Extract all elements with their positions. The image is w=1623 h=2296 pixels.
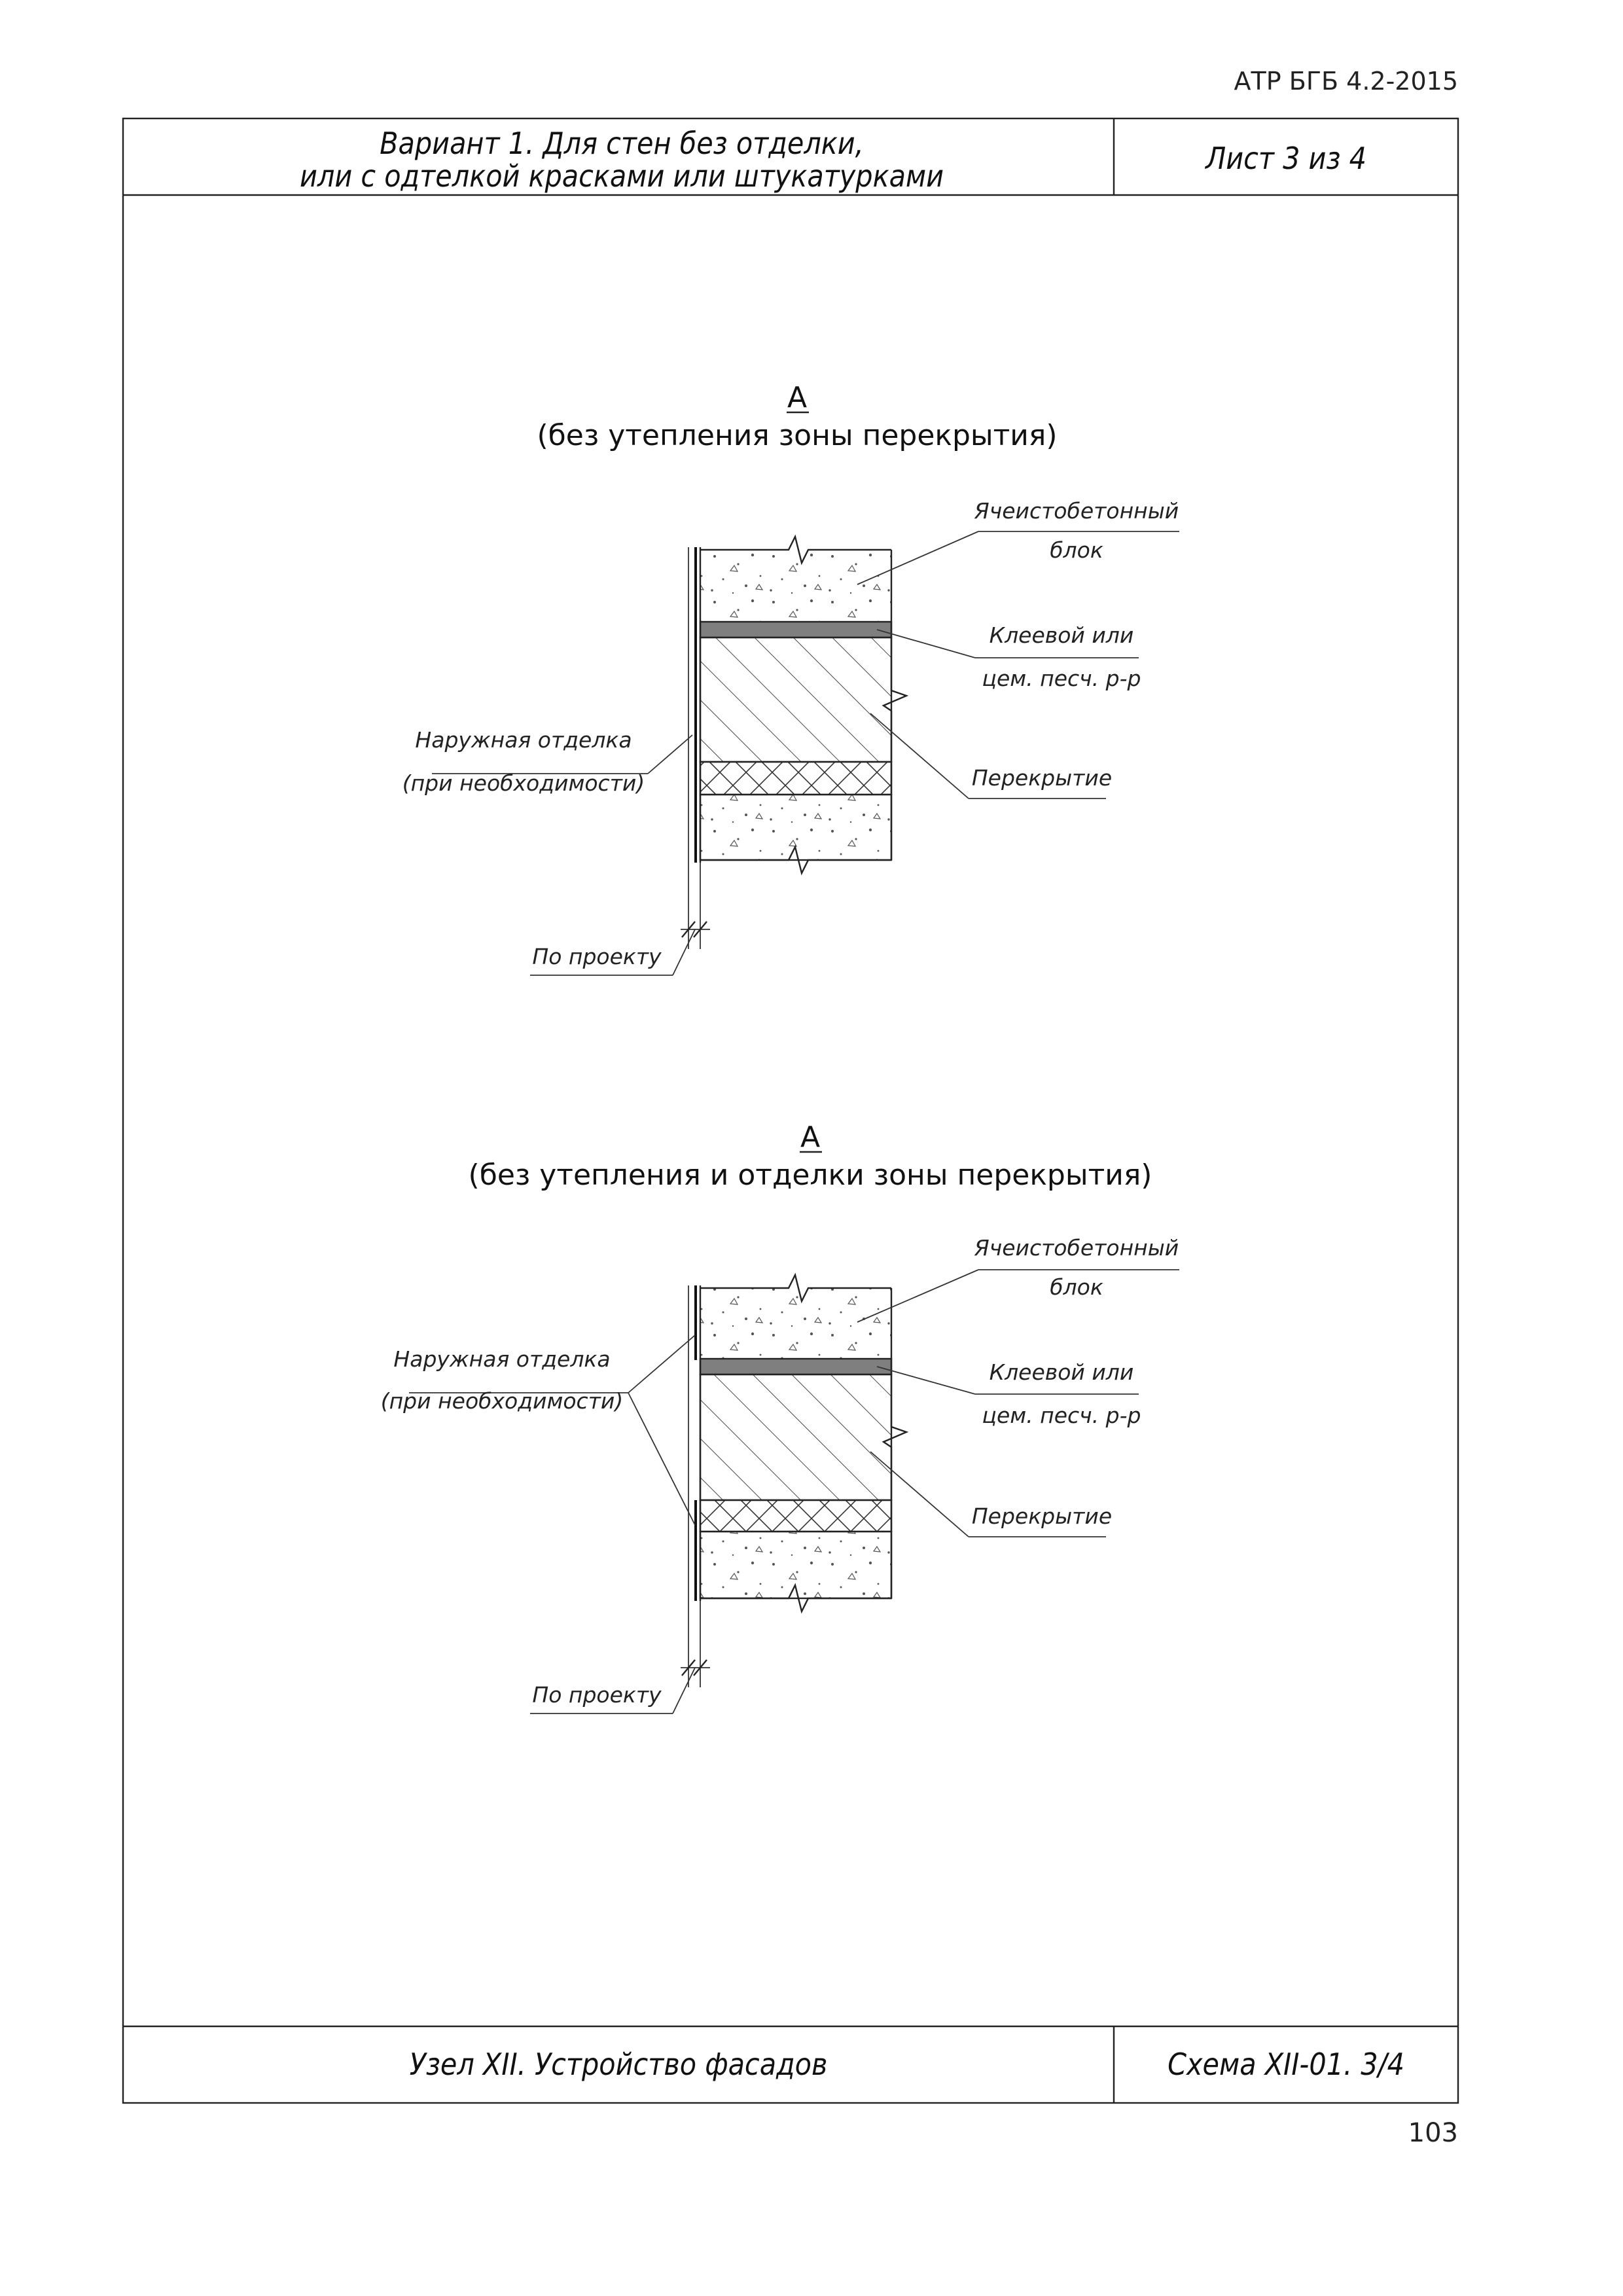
- label-finish-2: (при необходимости): [380, 1388, 624, 1414]
- detail-1-subtitle: (без утепления зоны перекрытия): [537, 419, 1058, 452]
- detail-1-wall-section: [681, 537, 906, 949]
- label-glue-1: Клеевой или: [989, 622, 1134, 648]
- sheet-number: Лист 3 из 4: [1205, 141, 1366, 176]
- label-finish-1: Наружная отделка: [393, 1346, 611, 1372]
- label-glue-2: цем. песч. р-р: [982, 1403, 1141, 1428]
- node-title: Узел XII. Устройство фасадов: [409, 2047, 828, 2082]
- label-finish-2: (при необходимости): [402, 770, 645, 796]
- label-glue-2: цем. песч. р-р: [982, 666, 1141, 691]
- document-code: АТР БГБ 4.2-2015: [1234, 67, 1458, 96]
- label-block-1: Ячеистобетонный: [974, 498, 1179, 524]
- label-slab: Перекрытие: [971, 1503, 1113, 1529]
- label-block-2: блок: [1050, 1274, 1103, 1300]
- label-project: По проекту: [532, 944, 662, 969]
- drawing-frame: [123, 118, 1458, 2103]
- label-project: По проекту: [532, 1682, 662, 1708]
- page-number: 103: [1408, 2118, 1458, 2148]
- detail-1: [402, 381, 1179, 975]
- detail-2-wall-section: [681, 1275, 906, 1687]
- variant-title-line1: Вариант 1. Для стен без отделки,: [380, 126, 864, 161]
- label-glue-1: Клеевой или: [989, 1359, 1134, 1385]
- detail-2: [381, 1121, 1179, 1713]
- label-finish-1: Наружная отделка: [415, 727, 632, 753]
- label-block-2: блок: [1050, 537, 1103, 563]
- scheme-number: Схема XII-01. 3/4: [1168, 2047, 1404, 2082]
- detail-1-marker: А: [787, 381, 808, 414]
- detail-2-subtitle: (без утепления и отделки зоны перекрытия): [468, 1158, 1152, 1192]
- label-slab: Перекрытие: [971, 765, 1113, 791]
- detail-2-marker: А: [800, 1121, 821, 1154]
- variant-title-line2: или с одтелкой красками или штукатурками: [299, 158, 944, 194]
- label-block-1: Ячеистобетонный: [974, 1235, 1179, 1261]
